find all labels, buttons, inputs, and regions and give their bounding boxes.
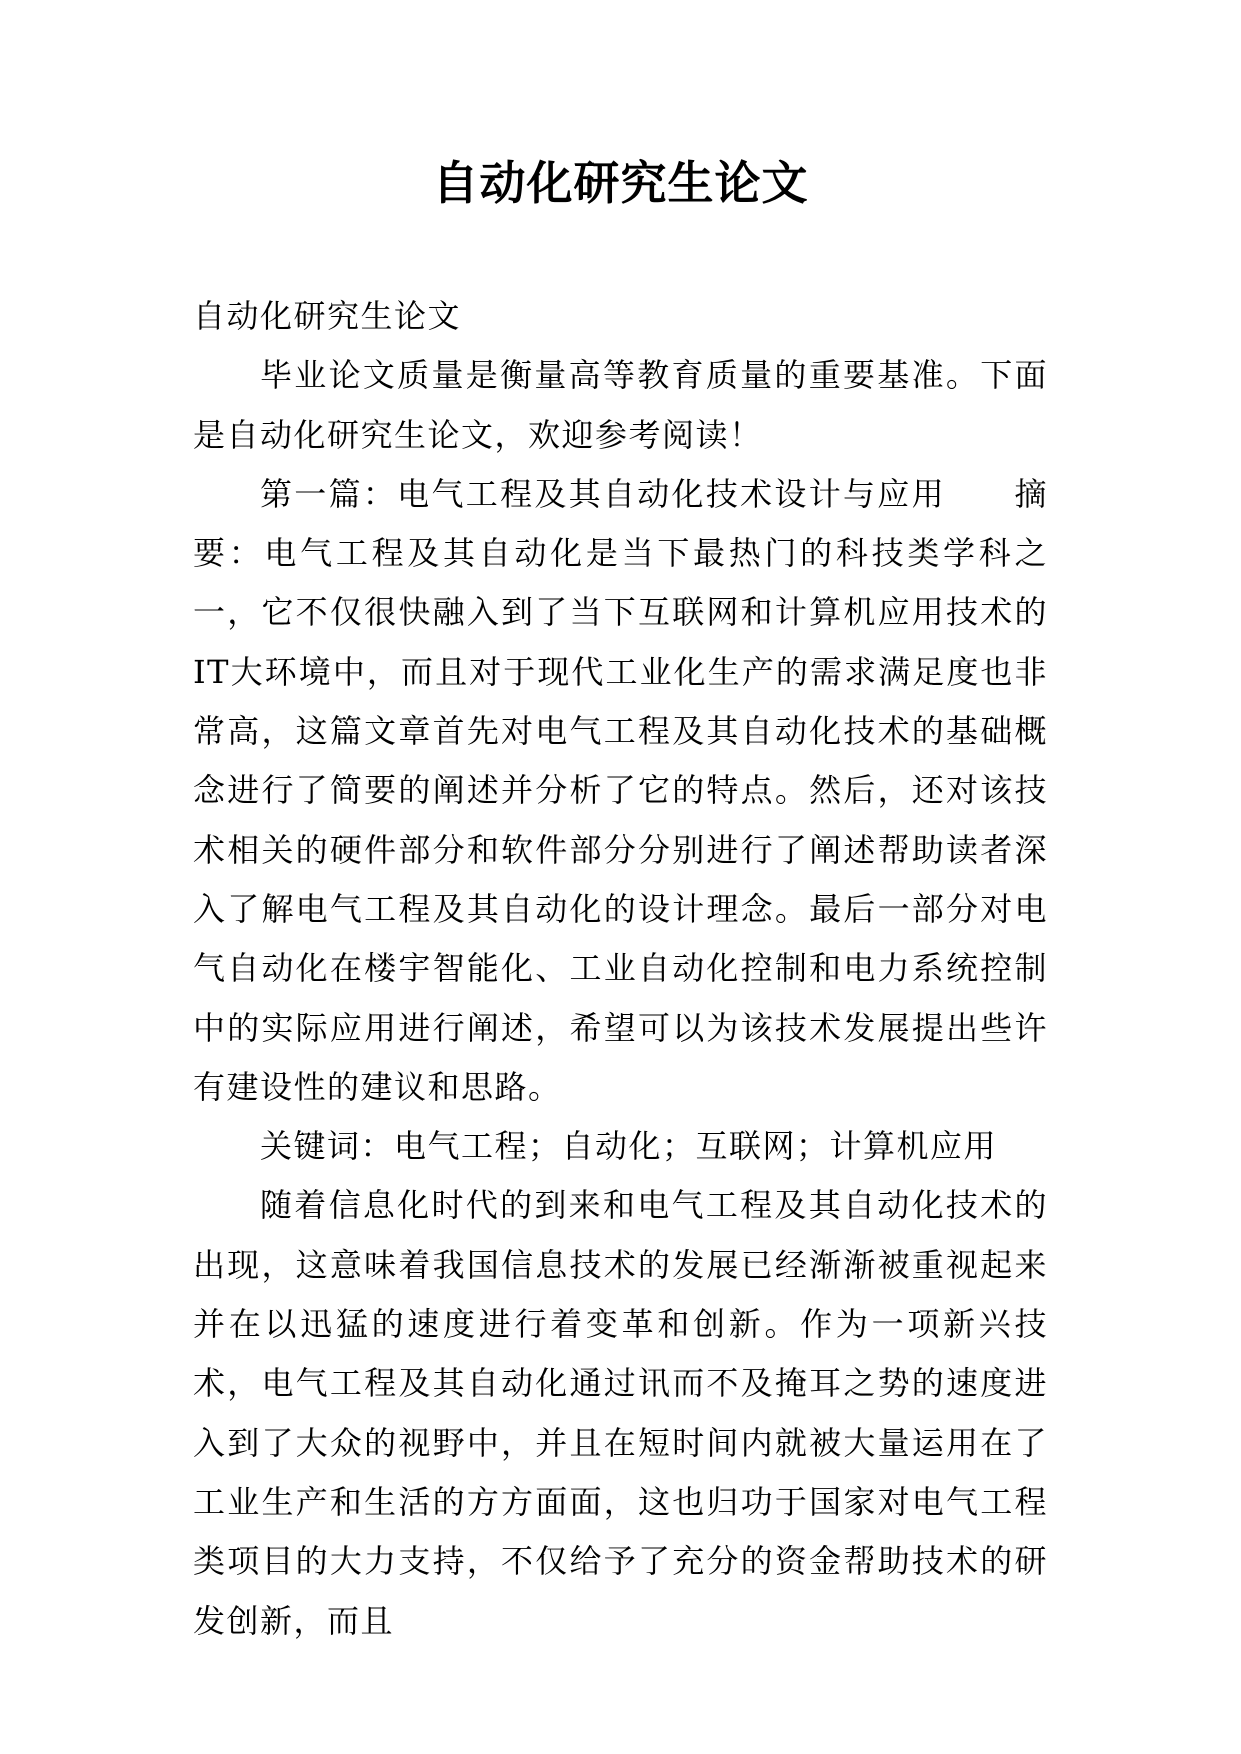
paragraph-intro: 毕业论文质量是衡量高等教育质量的重要基准。下面是自动化研究生论文，欢迎参考阅读！ (193, 356, 1048, 454)
document-title: 自动化研究生论文 (432, 156, 809, 210)
document-body (193, 287, 1048, 1651)
paragraph-keywords: 关键词：电气工程；自动化；互联网；计算机应用 (260, 1127, 998, 1166)
paragraph-heading: 自动化研究生论文 (193, 297, 462, 335)
paragraph-abstract: 第一篇：电气工程及其自动化技术设计与应用 摘要：电气工程及其自动化是当下最热门的科技类学科之一，它不仅很快融入到了当下互联网和计算机应用技术的IT大环境中，而且对于现代工业化生产的需求满足度也非常高，这篇文章首先对电气工程及其自动化技术的基础概念进行了简要的阐述并分析了它的特点。然后，还对该技术相关的硬件部分和软件部分分别进行了阐述帮助读者深入了解电气工程及其自动化的设计理念。最后一部分对电气自动化在楼宇智能化、工业自动化控制和电力系统控制中的实际应用进行阐述，希望可以为该技术发展提出些许有建设性的建议和思路。 (193, 474, 1048, 1106)
paragraph-body: 随着信息化时代的到来和电气工程及其自动化技术的出现，这意味着我国信息技术的发展已经渐渐被重视起来并在以迅猛的速度进行着变革和创新。作为一项新兴技术，电气工程及其自动化通过讯而不及掩耳之势的速度进入到了大众的视野中，并且在短时间内就被大量运用在了工业生产和生活的方方面面，这也归功于国家对电气工程类项目的大力支持，不仅给予了充分的资金帮助技术的研发创新，而且 (193, 1186, 1048, 1640)
